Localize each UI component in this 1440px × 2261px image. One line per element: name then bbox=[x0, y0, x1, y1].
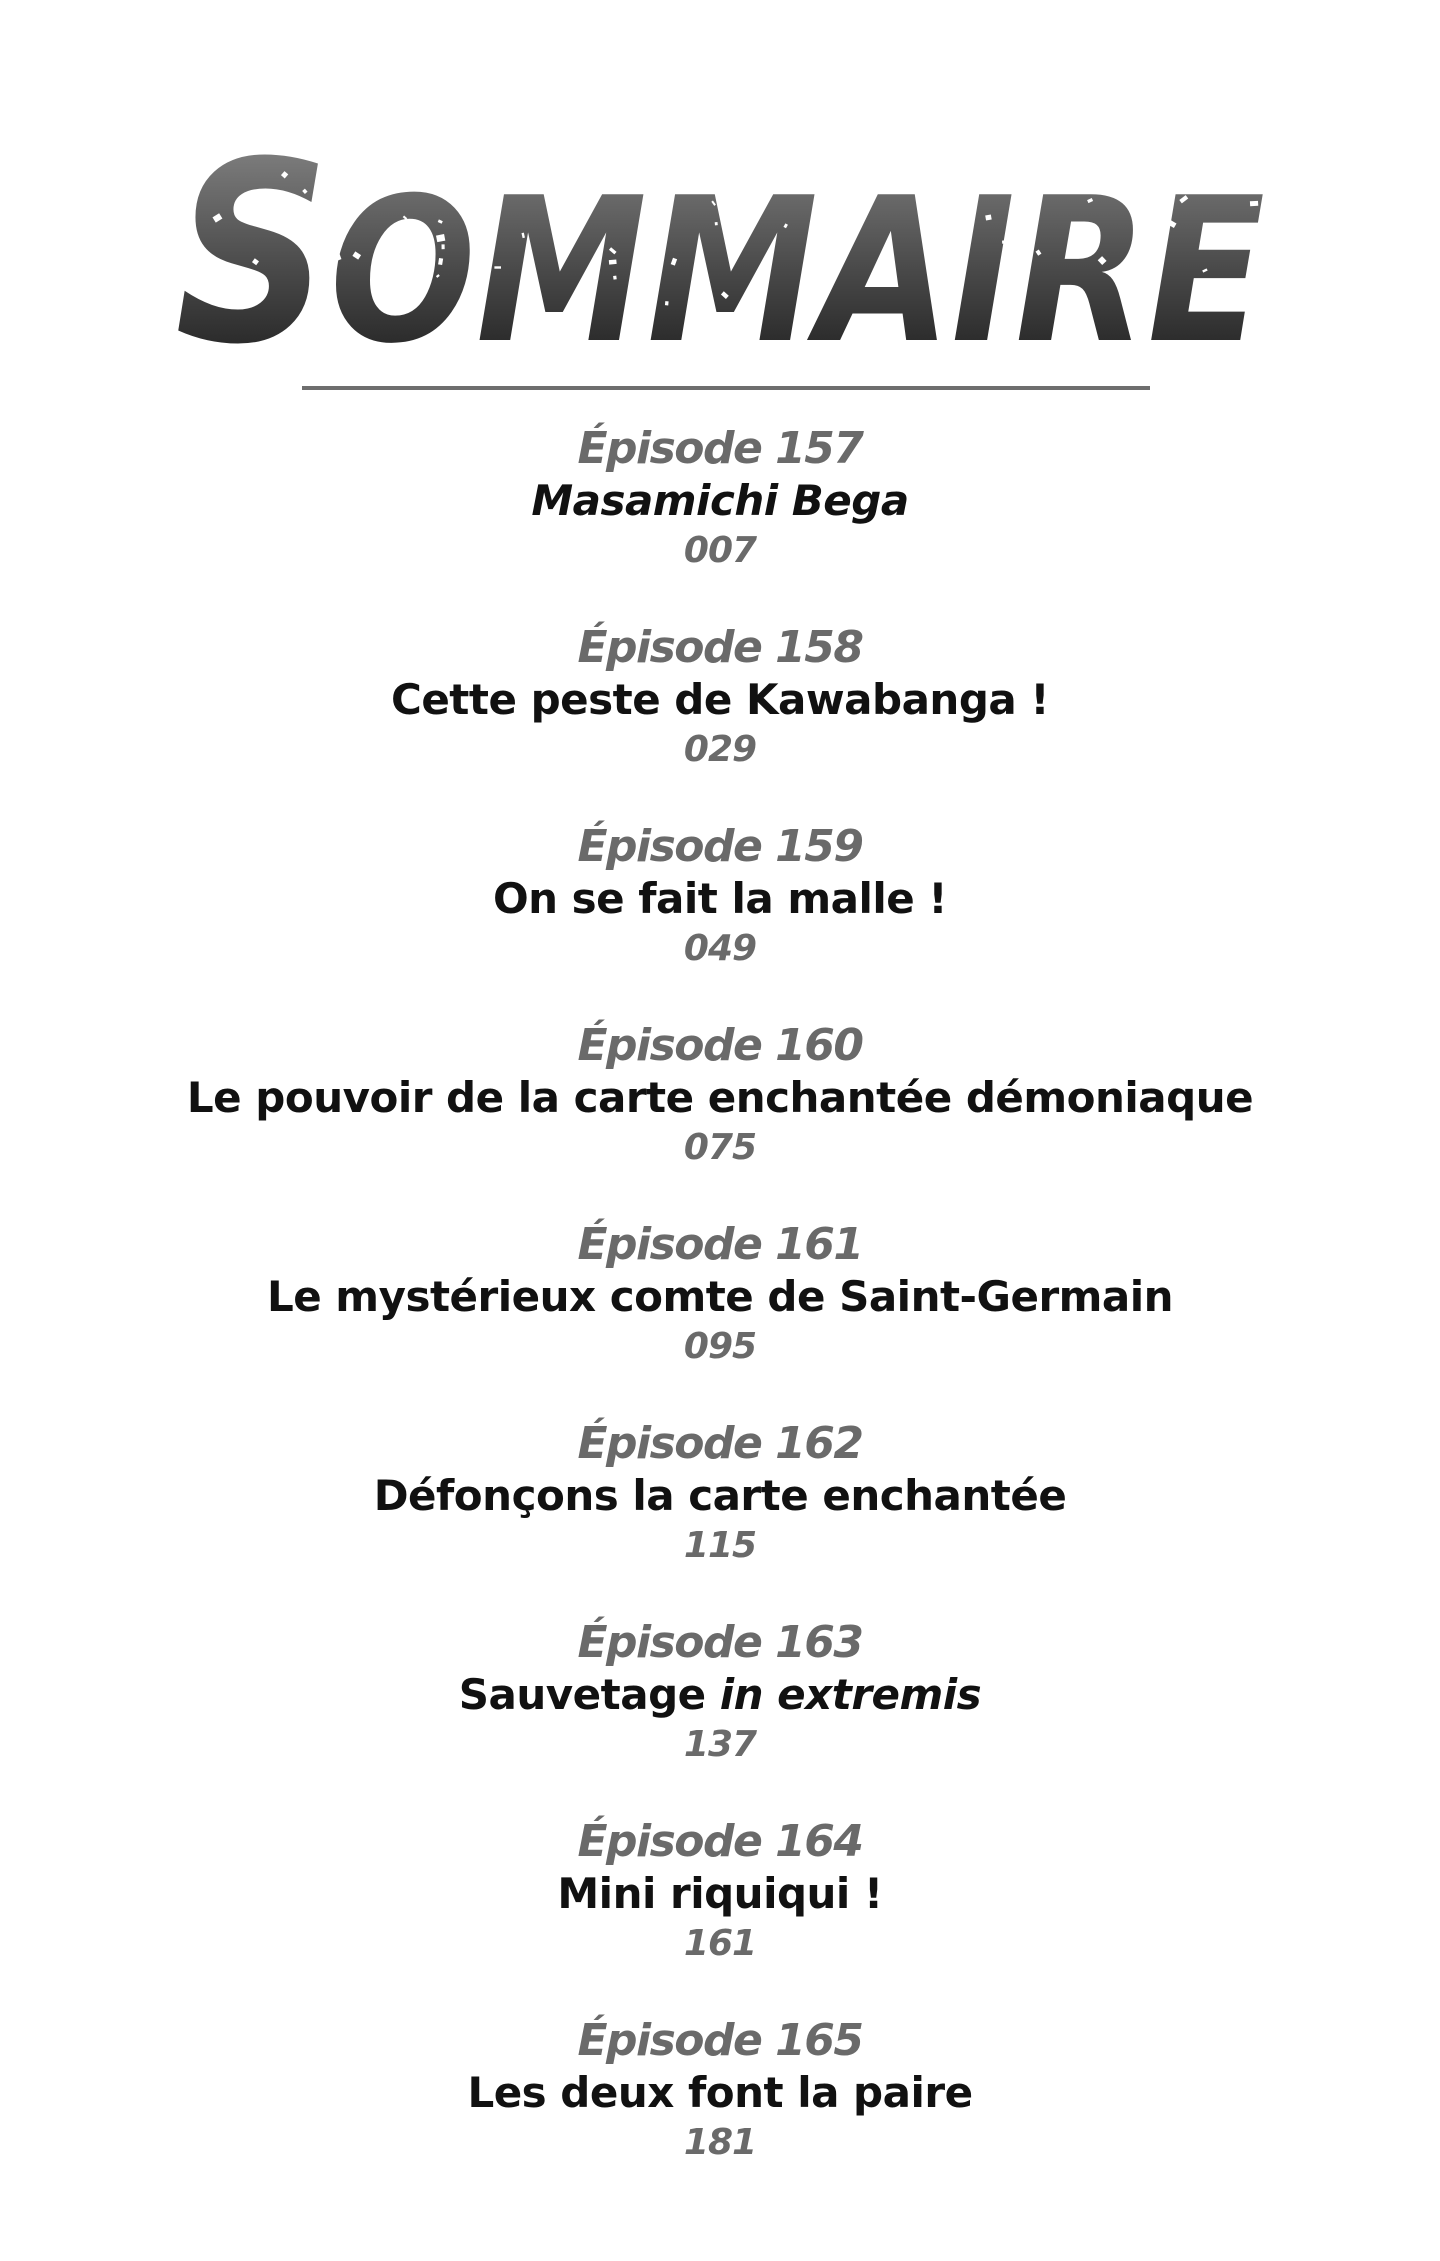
page-number: 161 bbox=[683, 1923, 757, 1964]
episode-title: Le pouvoir de la carte enchantée démoniaque bbox=[186, 1073, 1254, 1122]
page-number: 181 bbox=[683, 2122, 757, 2163]
episode-number: Épisode 159 bbox=[577, 821, 863, 872]
page-title: SOMMAIRE bbox=[175, 108, 1418, 370]
episode-title: Masamichi Bega bbox=[531, 476, 909, 525]
episode-title bbox=[0, 1670, 1440, 1720]
episode-number: Épisode 160 bbox=[577, 1020, 863, 1071]
episode-number: Épisode 162 bbox=[577, 1418, 863, 1469]
header bbox=[0, 70, 1440, 370]
episode-title: Cette peste de Kawabanga ! bbox=[391, 675, 1049, 724]
episode-title-emphasis: in extremis bbox=[719, 1670, 982, 1719]
episode-title: Défonçons la carte enchantée bbox=[373, 1471, 1067, 1520]
episode-number: Épisode 161 bbox=[577, 1219, 863, 1270]
episode-title-plain: Sauvetage bbox=[458, 1670, 720, 1719]
episode-number: Épisode 165 bbox=[577, 2015, 863, 2066]
episode-number: Épisode 157 bbox=[577, 423, 863, 474]
page-number: 007 bbox=[683, 530, 757, 571]
page-number: 115 bbox=[683, 1525, 757, 1566]
title-divider bbox=[302, 386, 1150, 390]
episode-title: Le mystérieux comte de Saint-Germain bbox=[266, 1272, 1174, 1321]
page-number: 137 bbox=[683, 1724, 757, 1765]
page-number: 095 bbox=[683, 1326, 757, 1367]
episode-number: Épisode 163 bbox=[577, 1617, 863, 1668]
episode-number: Épisode 164 bbox=[577, 1816, 863, 1867]
page-number: 029 bbox=[683, 729, 757, 770]
episode-title: Mini riquiqui ! bbox=[557, 1869, 883, 1918]
page-number: 075 bbox=[683, 1127, 757, 1168]
episode-number: Épisode 158 bbox=[577, 622, 863, 673]
sommaire-title-graphic bbox=[0, 70, 1440, 370]
episode-title: On se fait la malle ! bbox=[492, 874, 948, 923]
episode-title: Les deux font la paire bbox=[467, 2068, 973, 2117]
page-number: 049 bbox=[683, 928, 757, 969]
